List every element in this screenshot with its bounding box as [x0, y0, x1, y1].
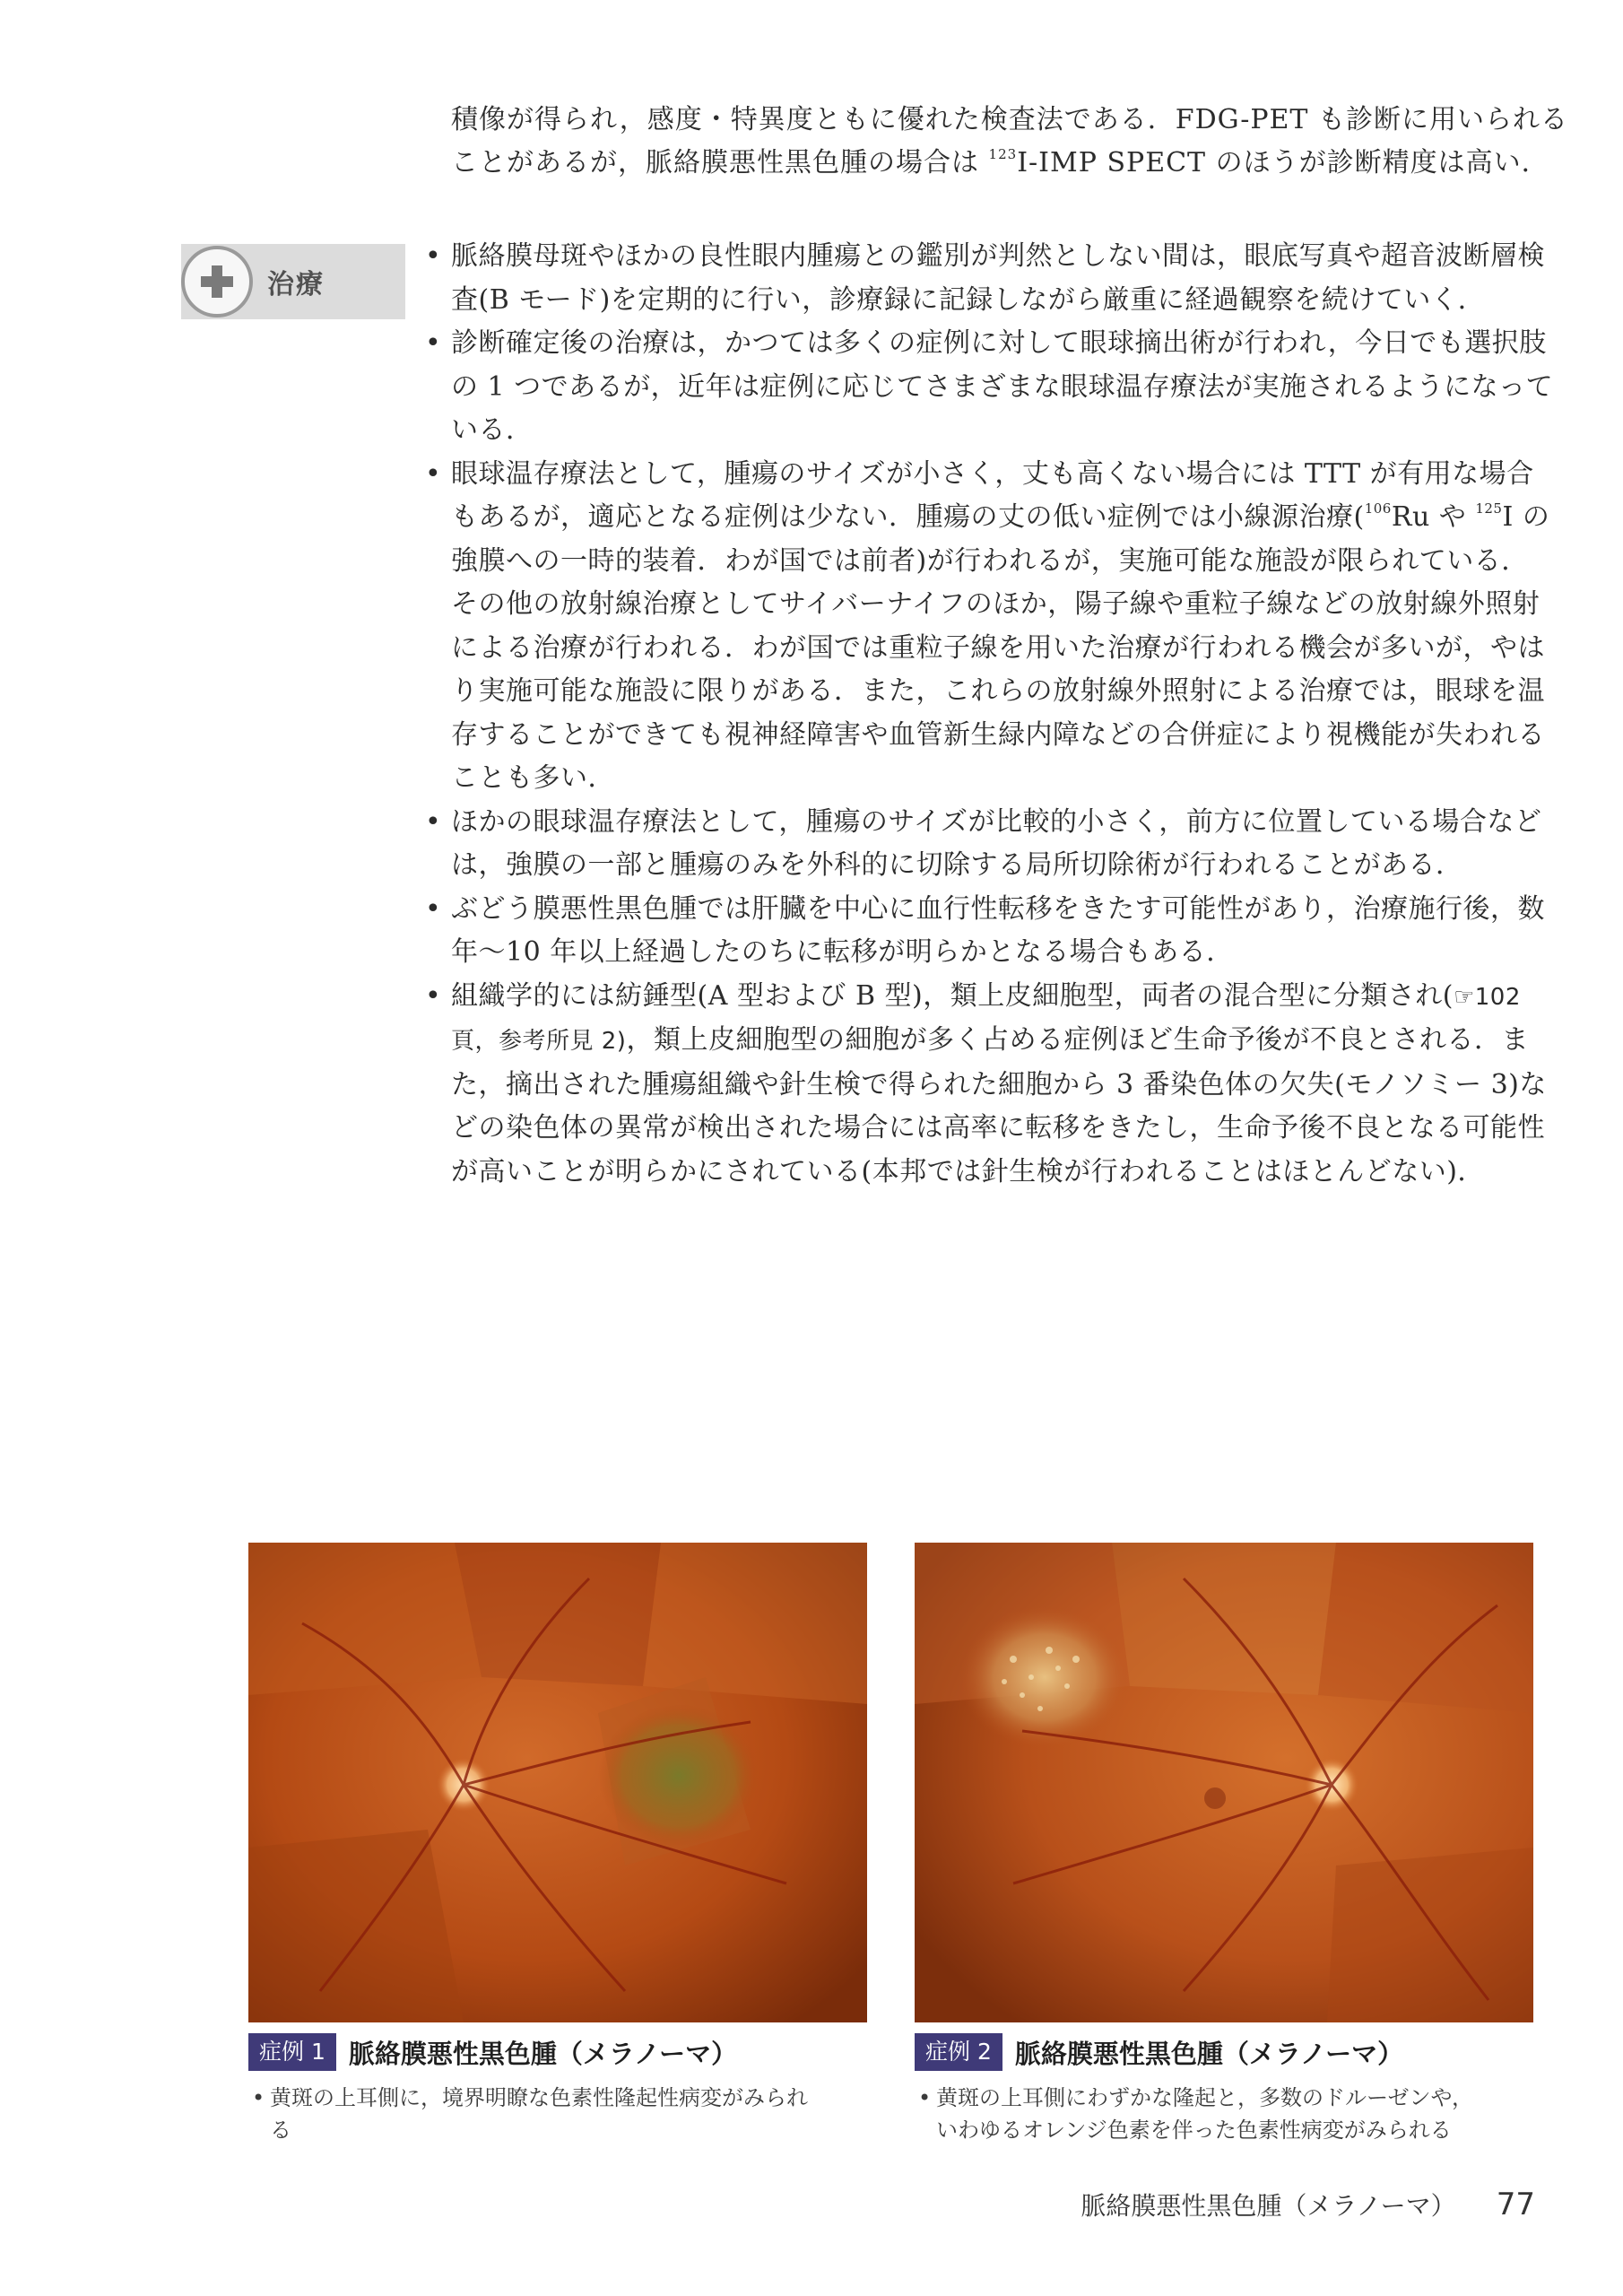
page-number: 77	[1496, 2187, 1535, 2222]
bullet-marker: •	[425, 805, 442, 838]
cross-reference: ☞102	[1453, 983, 1521, 1011]
bullet-marker: •	[425, 327, 442, 359]
bullet-marker: •	[918, 2085, 932, 2110]
list-item: • 組織学的には紡錘型(A 型および B 型)，類上皮細胞型，両者の混合型に分類され(☞102 頁，参考所見 2)，類上皮細胞型の細胞が多く占める症例ほど生命予後が不良とされる．ま た，摘出された腫瘍組織や針生検で得られた細胞から 3 番染色体の欠失(モノソミー 3)な どの染色体の異常が検出された場合には高率に転移をきたし，生命予後不良となる可能性 が高いことが明らかにされている(本邦では針生検が行われることはほとんどない)．	[421, 975, 1547, 1195]
plus-icon	[181, 246, 253, 317]
intro-line: ことがあるが，脈絡膜悪性黒色腫の場合は $^{123}$I-IMP SPECT のほうが診断精度は高い．	[451, 146, 1549, 178]
section-heading-treatment	[181, 244, 405, 319]
bullet-marker: •	[425, 979, 442, 1012]
fundus-photo-case-2	[915, 1543, 1533, 2022]
case-title: 脈絡膜悪性黒色腫（メラノーマ）	[348, 2038, 738, 2069]
case-description: • 黄斑の上耳側に，境界明瞭な色素性隆起性病変がみられ る	[248, 2082, 867, 2146]
bullet-marker: •	[425, 240, 442, 272]
list-item: • 眼球温存療法として，腫瘍のサイズが小さく，丈も高くない場合には TTT が有用な場合 もあるが，適応となる症例は少ない．腫瘍の丈の低い症例では小線源治療($^{106}$Ru や $^{125}$I の 強膜への一時的装着．わが国では前者)が行われるが，実施可能な施設が限られている． その他の放射線治療としてサイバーナイフのほか，陽子線や重粒子線などの放射線外照射 による治療が行われる．わが国では重粒子線を用いた治療が行われる機会が多いが，やは り実施可能な施設に限りがある．また，これらの放射線外照射による治療では，眼球を温 存することができても視神経障害や血管新生緑内障などの合併症により視機能が失われる ことも多い．	[421, 453, 1547, 801]
bullet-marker: •	[252, 2085, 265, 2110]
page-footer	[1081, 2187, 1535, 2222]
case-title: 脈絡膜悪性黒色腫（メラノーマ）	[1014, 2038, 1404, 2069]
section-label: 治療	[267, 269, 325, 300]
cross-reference: 頁，参考所見 2)	[451, 1028, 627, 1055]
case-badge: 症例 1	[248, 2033, 336, 2071]
fundus-photo-case-1	[248, 1543, 867, 2022]
intro-line: 積像が得られ，感度・特異度ともに優れた検査法である．FDG-PET も診断に用いられる	[451, 104, 1568, 135]
list-item: • 脈絡膜母斑やほかの良性眼内腫瘍との鑑別が判然としない間は，眼底写真や超音波断層検 査(B モード)を定期的に行い，診療録に記録しながら厳重に経過観察を続けていく．	[421, 235, 1547, 322]
figure-case-1	[248, 1543, 867, 2146]
list-item: • 診断確定後の治療は，かつては多くの症例に対して眼球摘出術が行われ，今日でも選択肢 の 1 つであるが，近年は症例に応じてさまざまな眼球温存療法が実施されるようになって いる．	[421, 322, 1547, 453]
running-title: 脈絡膜悪性黒色腫（メラノーマ）	[1081, 2191, 1456, 2221]
case-badge: 症例 2	[915, 2033, 1002, 2071]
bullet-marker: •	[425, 892, 442, 925]
intro-paragraph	[451, 99, 1568, 185]
case-description: • 黄斑の上耳側にわずかな隆起と，多数のドルーゼンや， いわゆるオレンジ色素を伴った色素性病変がみられる	[915, 2082, 1533, 2146]
list-item: • ほかの眼球温存療法として，腫瘍のサイズが比較的小さく，前方に位置している場合など は，強膜の一部と腫瘍のみを外科的に切除する局所切除術が行われることがある．	[421, 801, 1547, 888]
bullet-marker: •	[425, 457, 442, 490]
figure-case-2	[915, 1543, 1533, 2146]
treatment-bullet-list	[421, 235, 1554, 1194]
list-item: • ぶどう膜悪性黒色腫では肝臓を中心に血行性転移をきたす可能性があり，治療施行後，数 年〜10 年以上経過したのちに転移が明らかとなる場合もある．	[421, 888, 1547, 975]
